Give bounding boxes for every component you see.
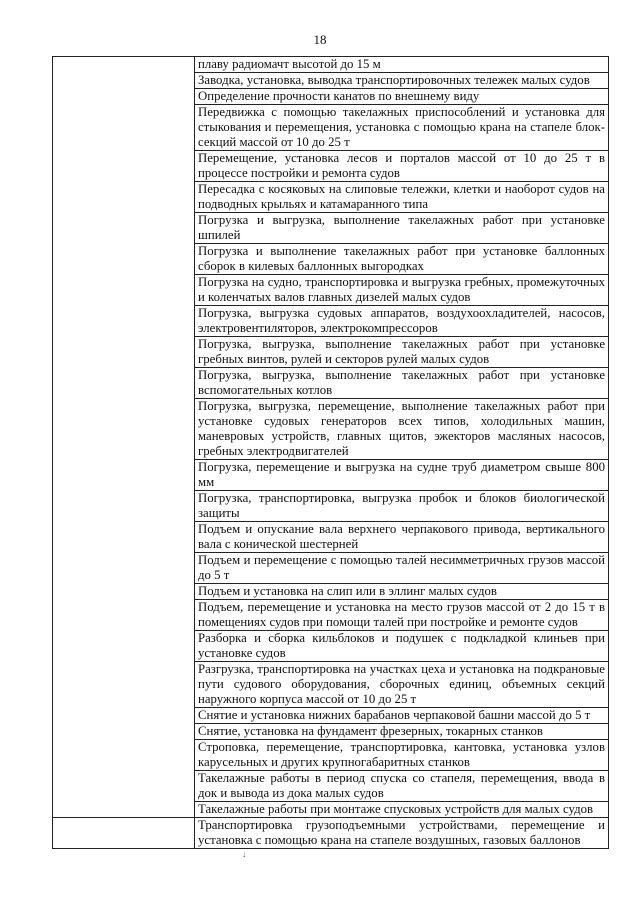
scan-artifact-mark: ↓: [242, 849, 247, 859]
table-cell: Определение прочности канатов по внешнему виду: [195, 89, 609, 105]
table-cell: Погрузка, перемещение и выгрузка на судне труб диаметром свыше 800 мм: [195, 460, 609, 491]
work-types-table: [52, 56, 609, 849]
table-cell: Погрузка и выполнение такелажных работ при установке баллонных сборок в килевых баллонных выгородках: [195, 244, 609, 275]
table-cell: Такелажные работы в период спуска со стапеля, перемещения, ввода в док и вывода из дока малых судов: [195, 771, 609, 802]
page-number: 18: [313, 32, 327, 47]
blank-column-cell: [53, 57, 195, 818]
table-cell: Погрузка, транспортировка, выгрузка пробок и блоков биологической защиты: [195, 491, 609, 522]
table-row: [53, 818, 609, 849]
table-cell: Погрузка, выгрузка, выполнение такелажных работ при установке вспомогательных котлов: [195, 368, 609, 399]
table-cell: Погрузка, выгрузка судовых аппаратов, воздухоохладителей, насосов, электровентиляторов, электрокомпрессоров: [195, 306, 609, 337]
table-cell: Строповка, перемещение, транспортировка, кантовка, установка узлов карусельных и других крупногабаритных станков: [195, 740, 609, 771]
table-cell: Транспортировка грузоподъемными устройствами, перемещение и установка с помощью крана на стапеле воздушных, газовых баллонов: [195, 818, 609, 849]
table-cell: Погрузка на судно, транспортировка и выгрузка гребных, промежуточных и коленчатых валов главных дизелей малых судов: [195, 275, 609, 306]
table-cell: Снятие и установка нижних барабанов черпаковой башни массой до 5 т: [195, 708, 609, 724]
table-cell: Подъем, перемещение и установка на место грузов массой от 2 до 15 т в помещениях судов при помощи талей при постройке и ремонте судов: [195, 600, 609, 631]
table-cell: Пересадка с косяковых на слиповые тележки, клетки и наоборот судов на подводных крыльях и катамаранного типа: [195, 182, 609, 213]
table-cell: Разборка и сборка кильблоков и подушек с подкладкой клиньев при установке судов: [195, 631, 609, 662]
table-row: [53, 57, 609, 73]
table-cell: плаву радиомачт высотой до 15 м: [195, 57, 609, 73]
table-cell: Заводка, установка, выводка транспортировочных тележек малых судов: [195, 73, 609, 89]
table-cell: Снятие, установка на фундамент фрезерных, токарных станков: [195, 724, 609, 740]
table-cell: Подъем и перемещение с помощью талей несимметричных грузов массой до 5 т: [195, 553, 609, 584]
table-cell: Подъем и опускание вала верхнего черпакового привода, вертикального вала с конической шестерней: [195, 522, 609, 553]
table-cell: Подъем и установка на слип или в эллинг малых судов: [195, 584, 609, 600]
table-cell: Погрузка, выгрузка, перемещение, выполнение такелажных работ при установке судовых генераторов всех типов, холодильных машин, маневровых устройств, главных щитов, эжекторов масляных насосов, гребных электродвигателей: [195, 399, 609, 460]
table-cell: Такелажные работы при монтаже спусковых устройств для малых судов: [195, 802, 609, 818]
table-cell: Погрузка, выгрузка, выполнение такелажных работ при установке гребных винтов, рулей и секторов рулей малых судов: [195, 337, 609, 368]
blank-column-cell: [53, 818, 195, 849]
table-cell: Передвижка с помощью такелажных приспособлений и установка для стыкования и перемещения, установка с помощью крана на стапеле блок-секций массой от 10 до 25 т: [195, 105, 609, 151]
table-cell: Перемещение, установка лесов и порталов массой от 10 до 25 т в процессе постройки и ремонта судов: [195, 151, 609, 182]
table-cell: Погрузка и выгрузка, выполнение такелажных работ при установке шпилей: [195, 213, 609, 244]
table-cell: Разгрузка, транспортировка на участках цеха и установка на подкрановые пути судового оборудования, сборочных единиц, объемных секций наружного корпуса массой от 10 до 25 т: [195, 662, 609, 708]
